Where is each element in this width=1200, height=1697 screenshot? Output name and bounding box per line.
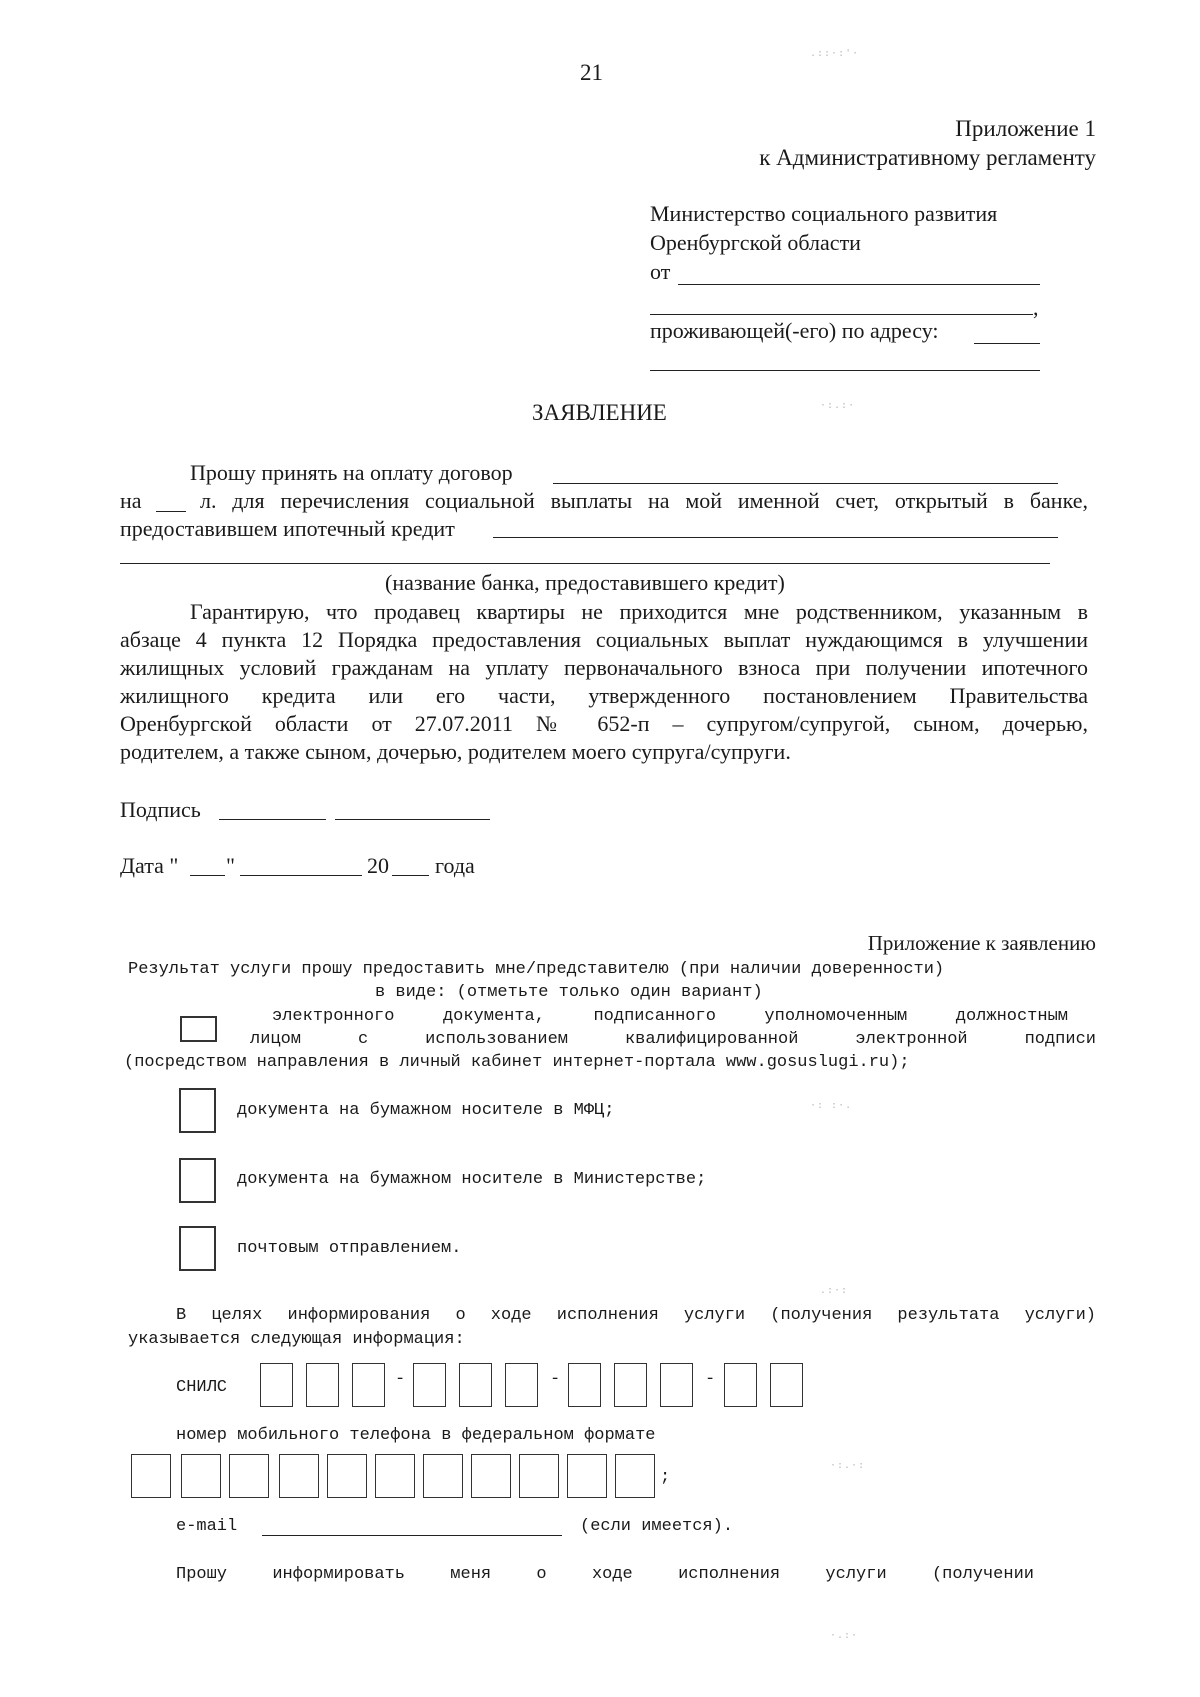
snils-digit-3[interactable] [352, 1363, 385, 1407]
signature-name-field[interactable] [335, 819, 490, 820]
result-intro-line-2: в виде: (отметьте только один вариант) [375, 983, 763, 1002]
guarantee-line-5: Оренбургской области от 27.07.2011 № 652-п – супругом/супругой, сыном, дочерью, [120, 711, 1088, 736]
bank-caption: (название банка, предоставившего кредит) [385, 570, 785, 595]
scan-speck: ·: :·. [810, 1100, 853, 1111]
snils-dash-3: - [705, 1370, 716, 1389]
snils-dash-2: - [550, 1370, 561, 1389]
date-year-prefix: 20 [367, 853, 389, 878]
option-mfc-checkbox[interactable] [179, 1088, 216, 1133]
date-quote: " [226, 853, 235, 878]
guarantee-line-6: родителем, а также сыном, дочерью, родителем моего супруга/супруги. [120, 739, 791, 764]
date-year-field[interactable] [392, 875, 429, 876]
option-mail-label: почтовым отправлением. [237, 1239, 462, 1258]
addressee-region: Оренбургской области [650, 230, 861, 255]
inform-request-line: Прошу информировать меня о ходе исполнения услуги (получении [176, 1565, 1034, 1584]
info-line-2: указывается следующая информация: [128, 1330, 465, 1349]
snils-digit-1[interactable] [260, 1363, 293, 1407]
snils-digit-10[interactable] [724, 1363, 757, 1407]
from-label: от [650, 259, 671, 284]
snils-dash-1: - [395, 1370, 406, 1389]
snils-digit-6[interactable] [505, 1363, 538, 1407]
phone-digit-9[interactable] [519, 1454, 559, 1498]
phone-semicolon: ; [660, 1468, 671, 1487]
result-intro-line-1: Результат услуги прошу предоставить мне/представителю (при наличии доверенности) [128, 960, 945, 979]
scan-speck: ·.:· [830, 1630, 859, 1641]
contract-field[interactable] [553, 483, 1058, 484]
snils-digit-5[interactable] [459, 1363, 492, 1407]
snils-digit-4[interactable] [413, 1363, 446, 1407]
option-electronic-line-2: лицом с использованием квалифицированной электронной подписи [250, 1030, 1096, 1049]
option-ministry-checkbox[interactable] [179, 1158, 216, 1203]
address-field[interactable] [974, 343, 1040, 344]
option-electronic-line-1: электронного документа, подписанного уполномоченным должностным [272, 1007, 1068, 1026]
appendix-regulation: к Административному регламенту [759, 145, 1096, 170]
bank-field-2[interactable] [120, 563, 1050, 564]
phone-digit-6[interactable] [375, 1454, 415, 1498]
option-ministry-label: документа на бумажном носителе в Министерстве; [237, 1170, 707, 1189]
scan-speck: ·:.:· [820, 400, 856, 411]
option-mail-checkbox[interactable] [179, 1226, 216, 1271]
addressee-ministry: Министерство социального развития [650, 201, 998, 226]
phone-digit-4[interactable] [279, 1454, 319, 1498]
snils-digit-11[interactable] [770, 1363, 803, 1407]
mortgage-bank-label: предоставившем ипотечный кредит [120, 516, 455, 541]
snils-digit-8[interactable] [614, 1363, 647, 1407]
phone-digit-11[interactable] [615, 1454, 655, 1498]
option-electronic-checkbox[interactable] [180, 1016, 217, 1042]
comma: , [1033, 295, 1039, 320]
scan-speck: ·:.·: [830, 1460, 866, 1471]
scan-speck: .:·: [820, 1285, 849, 1296]
date-label: Дата " [120, 853, 179, 878]
signature-field[interactable] [219, 819, 326, 820]
phone-digit-10[interactable] [567, 1454, 607, 1498]
email-label: e-mail [176, 1517, 238, 1536]
document-title: ЗАЯВЛЕНИЕ [532, 400, 667, 425]
snils-digit-2[interactable] [306, 1363, 339, 1407]
option-electronic-line-3: (посредством направления в личный кабинет интернет-портала www.gosuslugi.ru); [124, 1053, 910, 1072]
phone-digit-3[interactable] [229, 1454, 269, 1498]
phone-digit-8[interactable] [471, 1454, 511, 1498]
from-name-field[interactable] [678, 284, 1040, 285]
appendix-heading: Приложение 1 [955, 116, 1096, 141]
address-field-2[interactable] [650, 370, 1040, 371]
info-line-1: В целях информирования о ходе исполнения услуги (получения результата услуги) [176, 1306, 1096, 1325]
guarantee-line-3: жилищных условий гражданам на уплату первоначального взноса при получении ипотечного [120, 655, 1088, 680]
phone-label: номер мобильного телефона в федеральном формате [176, 1426, 656, 1445]
payment-text: л. для перечисления социальной выплаты на мой именной счет, открытый в банке, [200, 488, 1088, 513]
date-day-field[interactable] [190, 875, 225, 876]
guarantee-line-2: абзаце 4 пункта 12 Порядка предоставления социальных выплат нуждающимся в улучшении [120, 627, 1088, 652]
pages-field[interactable] [156, 511, 186, 512]
signature-label: Подпись [120, 797, 201, 822]
snils-digit-7[interactable] [568, 1363, 601, 1407]
date-month-field[interactable] [240, 875, 362, 876]
guarantee-line-4: жилищного кредита или его части, утвержденного постановлением Правительства [120, 683, 1088, 708]
phone-digit-1[interactable] [131, 1454, 171, 1498]
phone-digit-7[interactable] [423, 1454, 463, 1498]
appendix-application-title: Приложение к заявлению [867, 931, 1096, 955]
snils-label: СНИЛС [176, 1378, 228, 1397]
page-number: 21 [580, 60, 603, 85]
from-name-field-2[interactable] [650, 314, 1033, 315]
phone-digit-5[interactable] [327, 1454, 367, 1498]
option-mfc-label: документа на бумажном носителе в МФЦ; [237, 1101, 615, 1120]
email-field[interactable] [262, 1535, 562, 1536]
scan-speck: .::·:'· [810, 48, 860, 59]
request-text: Прошу принять на оплату договор [190, 460, 513, 485]
date-year-suffix: года [435, 853, 475, 878]
na-label: на [120, 488, 142, 513]
guarantee-line-1: Гарантирую, что продавец квартиры не приходится мне родственником, указанным в [190, 599, 1088, 624]
email-note: (если имеется). [580, 1517, 734, 1536]
bank-field[interactable] [493, 537, 1058, 538]
residing-label: проживающей(-его) по адресу: [650, 318, 939, 343]
phone-digit-2[interactable] [181, 1454, 221, 1498]
snils-digit-9[interactable] [660, 1363, 693, 1407]
